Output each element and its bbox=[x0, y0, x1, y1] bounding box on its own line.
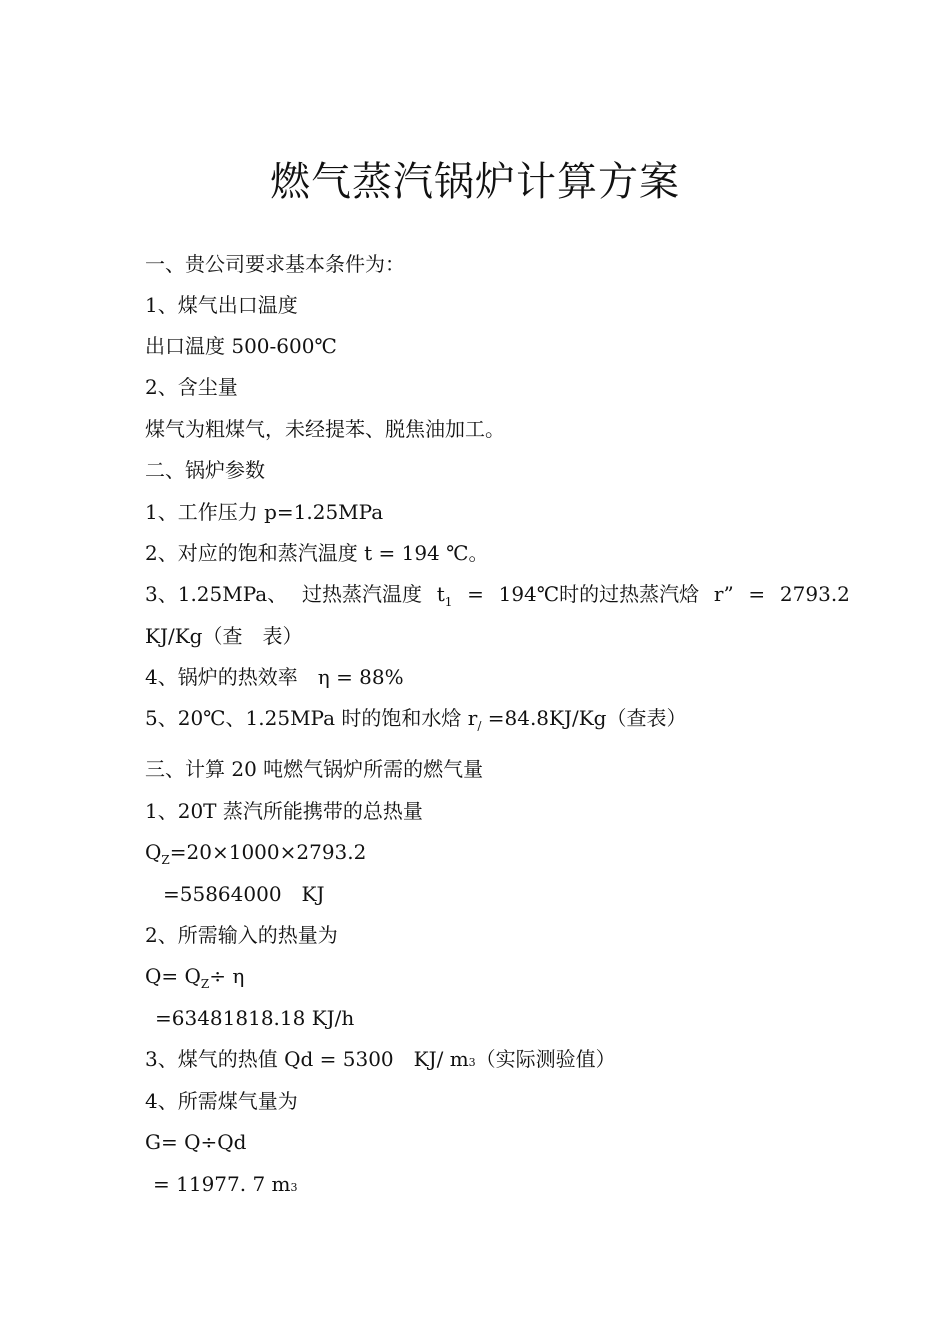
formula-required-heat: $Q= Q_Z\div \eta$ bbox=[145, 964, 245, 991]
superheated-label-b: 过热蒸汽温度 bbox=[301, 582, 422, 606]
item-working-pressure: 1、工作压力 p=1.25MPa bbox=[145, 500, 384, 524]
enthalpy-value: 2793.2 bbox=[779, 582, 850, 606]
enthalpy-unit: KJ/Kg（查 表） bbox=[145, 624, 303, 648]
section-heading-3: 三、计算 20 吨燃气锅炉所需的燃气量 bbox=[145, 757, 484, 781]
formula-required-gas: G= Q÷Qd bbox=[145, 1130, 247, 1154]
item-boiler-efficiency: 4、锅炉的热效率 η = 88% bbox=[145, 665, 404, 689]
item-gas-heating-value: 3、煤气的热值 Qd = 5300 KJ/ m3（实际测验值） bbox=[145, 1047, 616, 1071]
section-heading-2: 二、锅炉参数 bbox=[145, 458, 265, 482]
item-superheated-enthalpy bbox=[145, 580, 850, 650]
superheated-label-a: 3、1.25MPa、 bbox=[145, 582, 288, 606]
item-saturated-water-enthalpy: 5、20℃、1.25MPa 时的饱和水焓 $r_/ =84.8KJ/Kg$（查表） bbox=[145, 706, 687, 733]
item-required-heat: 2、所需输入的热量为 bbox=[145, 923, 338, 947]
section-heading-1: 一、贵公司要求基本条件为： bbox=[145, 252, 405, 276]
item-required-gas: 4、所需煤气量为 bbox=[145, 1089, 298, 1113]
enthalpy-symbol: r” bbox=[713, 582, 734, 606]
equals-sign: = bbox=[748, 582, 766, 606]
result-required-heat: =63481818.18 KJ/h bbox=[155, 1006, 355, 1030]
item-gas-outlet-temp: 1、煤气出口温度 bbox=[145, 293, 298, 317]
formula-total-heat: $Q_Z=20\times 1000\times 2793.2$ bbox=[145, 840, 367, 867]
dust-content-value: 煤气为粗煤气，未经提苯、脱焦油加工。 bbox=[145, 417, 505, 441]
item-total-heat: 1、20T 蒸汽所能携带的总热量 bbox=[145, 799, 423, 823]
result-required-gas: = 11977. 7 m3 bbox=[153, 1172, 298, 1196]
document-title: 燃气蒸汽锅炉计算方案 bbox=[270, 159, 680, 205]
equals-sign: = bbox=[467, 582, 484, 606]
result-total-heat: =55864000 KJ bbox=[163, 882, 325, 906]
superheated-label-c: 194℃时的过热蒸汽焓 bbox=[498, 582, 700, 606]
item-dust-content: 2、含尘量 bbox=[145, 375, 238, 399]
outlet-temp-value: 出口温度 500-600℃ bbox=[145, 334, 337, 358]
temp-symbol: $t_1$ bbox=[436, 582, 453, 609]
item-saturated-steam-temp: 2、对应的饱和蒸汽温度 t = 194 ℃。 bbox=[145, 541, 489, 565]
